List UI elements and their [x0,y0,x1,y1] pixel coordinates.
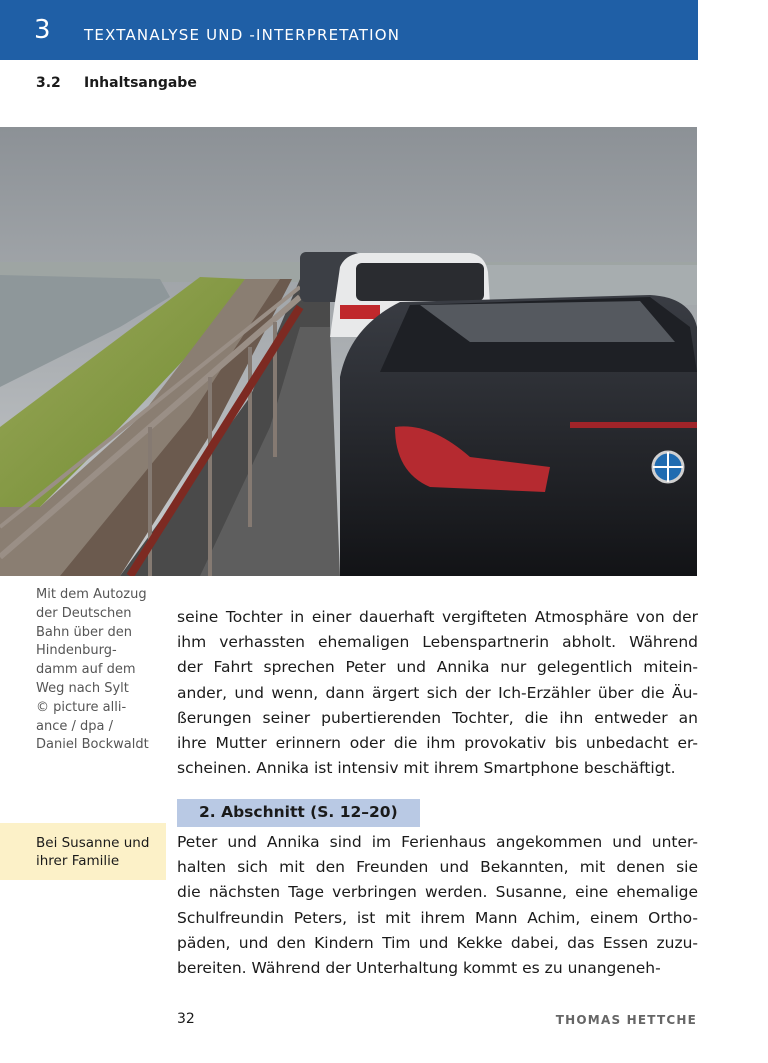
caption-line: damm auf dem [36,662,136,678]
text-line: seine Tochter in einer dauerhaft vergifteten Atmosphäre von der [177,608,698,626]
chapter-number: 3 [34,15,51,45]
caption-line: Hindenburg- [36,643,117,659]
photo-autozug-icon [0,127,697,576]
text-line: der Fahrt sprechen Peter und Annika nur gelegentlich mitein- [177,658,698,677]
section-number: 3.2 [36,75,61,91]
text-line: ander, und wenn, dann ärgert sich der Ich-Erzähler über die Äu- [177,683,698,702]
section-heading-label: 2. Abschnitt (S. 12–20) [199,803,398,821]
paragraph-2 [177,830,698,981]
paragraph-1 [177,605,698,781]
section-title: Inhaltsangabe [84,75,197,91]
caption-line: Weg nach Sylt [36,680,129,696]
caption-line: Bahn über den [36,624,132,640]
text-line: halten sich mit den Freunden und Bekannten, mit denen sie [177,858,698,877]
caption-line: ance / dpa / [36,718,113,734]
text-line: bereiten. Während der Unterhaltung kommt es zu unangeneh- [177,958,661,977]
section-heading [177,799,420,827]
text-line: Peter und Annika sind im Ferienhaus angekommen und unter- [177,833,698,851]
page-number: 32 [177,1011,195,1027]
margin-note-line: Bei Susanne und [36,835,150,851]
text-line: päden, und den Kindern Tim und Kekke dabei, das Essen zuzu- [177,933,698,952]
margin-note-line: ihrer Familie [36,853,120,869]
chapter-title: TEXTANALYSE UND -INTERPRETATION [84,26,401,44]
caption-line: Mit dem Autozug [36,587,147,602]
margin-note [0,823,166,880]
text-line: die nächsten Tage verbringen werden. Susanne, eine ehemalige [177,883,698,902]
text-line: ßerungen seiner pubertierenden Tochter, die ihn entweder an [177,708,698,727]
photo-caption [36,586,166,755]
caption-line: © picture alli- [36,699,127,715]
author-name: THOMAS HETTCHE [555,1013,697,1027]
text-line: scheinen. Annika ist intensiv mit ihrem Smartphone beschäftigt. [177,759,676,778]
chapter-header [0,0,698,60]
text-line: ihre Mutter erinnern oder die ihm provokativ bis unbedacht er- [177,733,698,752]
text-line: Schulfreundin Peters, ist mit ihrem Mann Achim, einem Ortho- [177,908,698,927]
caption-line: Daniel Bockwaldt [36,737,149,753]
caption-line: der Deutschen [36,605,132,621]
text-line: ihm verhassten ehemaligen Lebenspartnerin abholt. Während [177,633,698,652]
